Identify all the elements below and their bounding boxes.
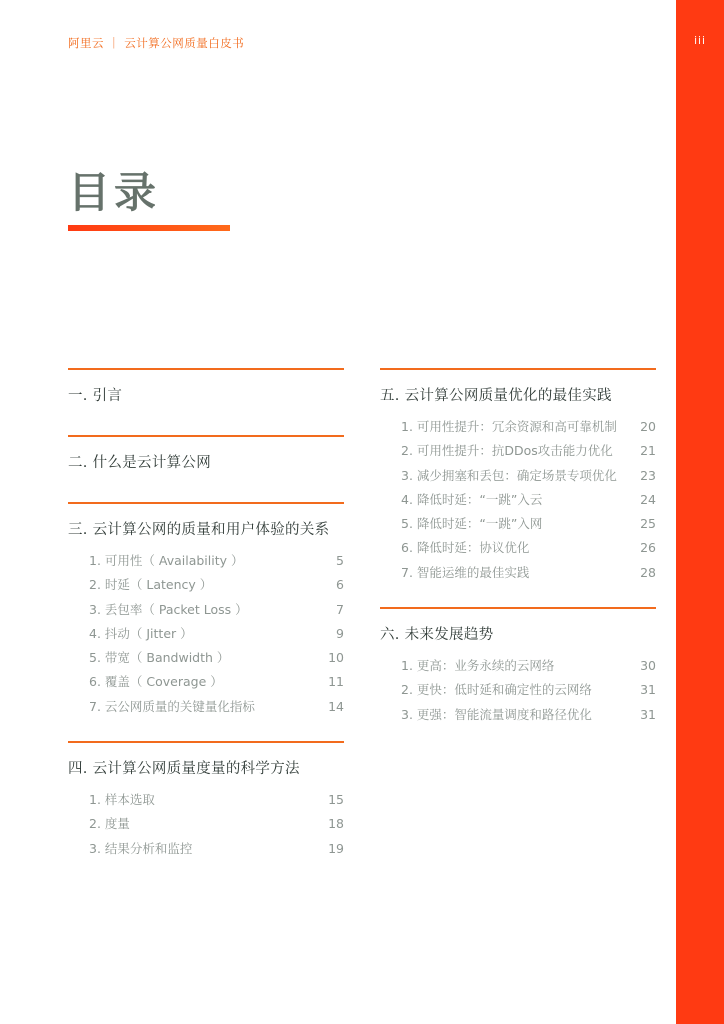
toc-item[interactable] (68, 575, 344, 599)
toc-item[interactable] (68, 551, 344, 575)
toc-item-label: 2. 更快：低时延和确定性的云网络 (401, 682, 592, 698)
section-divider (68, 741, 344, 743)
toc-item-label: 4. 降低时延：“一跳”入云 (401, 491, 543, 507)
toc-item-page: 7 (336, 601, 344, 617)
toc-item[interactable] (68, 672, 344, 696)
toc-item-page: 10 (328, 650, 344, 666)
toc-item[interactable] (68, 600, 344, 624)
toc-item[interactable] (380, 656, 656, 680)
toc-item-label: 3. 丢包率（ Packet Loss ） (89, 601, 248, 617)
toc-item-page: 9 (336, 625, 344, 641)
toc-item-page: 21 (640, 443, 656, 459)
toc-item-page: 6 (336, 577, 344, 593)
toc-item-page: 19 (328, 840, 344, 856)
toc-item[interactable] (380, 538, 656, 562)
toc-section-title[interactable]: 六. 未来发展趋势 (380, 627, 494, 644)
toc-item-label: 7. 云公网质量的关键量化指标 (89, 698, 255, 714)
toc-item[interactable] (380, 490, 656, 514)
toc-item-label: 2. 度量 (89, 816, 130, 832)
section-divider (68, 502, 344, 504)
toc-section (380, 368, 656, 587)
toc-item[interactable] (68, 648, 344, 672)
toc-item-page: 30 (640, 658, 656, 674)
toc-item-label: 1. 可用性（ Availability ） (89, 553, 244, 568)
toc-section-title[interactable]: 二. 什么是云计算公网 (68, 455, 212, 471)
toc-item-page: 14 (328, 698, 344, 714)
toc-item[interactable] (68, 814, 344, 838)
toc-section-title[interactable]: 五. 云计算公网质量优化的最佳实践 (380, 388, 612, 404)
title-underline (68, 225, 230, 231)
toc-item-label: 1. 样本选取 (89, 792, 155, 808)
toc-item-label: 7. 智能运维的最佳实践 (401, 564, 530, 580)
toc-item-label: 3. 减少拥塞和丢包：确定场景专项优化 (401, 467, 617, 483)
toc-section-title[interactable]: 一. 引言 (68, 388, 123, 404)
toc-item-page: 31 (640, 682, 656, 698)
toc-item-page: 18 (328, 816, 344, 832)
toc-section-title[interactable]: 四. 云计算公网质量度量的科学方法 (68, 761, 300, 778)
toc-item-page: 23 (640, 467, 656, 483)
page-number: iii (694, 35, 706, 47)
section-divider (68, 435, 344, 437)
toc-section (68, 502, 344, 721)
toc-item-page: 26 (640, 540, 656, 556)
toc-item[interactable] (380, 466, 656, 490)
page-title: 目录 (68, 168, 161, 217)
toc-item-label: 6. 覆盖（ Coverage ） (89, 674, 223, 690)
toc-item-page: 15 (328, 792, 344, 808)
toc-left-column (68, 368, 344, 883)
toc-item-label: 4. 抖动（ Jitter ） (89, 625, 193, 641)
toc-item[interactable] (380, 563, 656, 587)
toc-item-page: 20 (640, 419, 656, 434)
toc-item-label: 3. 结果分析和监控 (89, 840, 193, 856)
toc-section (68, 368, 344, 435)
toc-item-label: 1. 可用性提升：冗余资源和高可靠机制 (401, 419, 617, 434)
toc-item[interactable] (68, 839, 344, 863)
toc-item[interactable] (380, 705, 656, 729)
toc-item-page: 5 (336, 553, 344, 568)
toc-item-label: 5. 降低时延：“一跳”入网 (401, 516, 543, 532)
toc-item-page: 25 (640, 516, 656, 532)
section-divider (380, 607, 656, 609)
toc-item-label: 2. 时延（ Latency ） (89, 577, 213, 593)
toc-section (68, 741, 344, 863)
running-header: 阿里云 ｜ 云计算公网质量白皮书 (68, 36, 245, 50)
toc-item[interactable] (380, 417, 656, 441)
toc-item-label: 2. 可用性提升：抗DDos攻击能力优化 (401, 443, 613, 459)
section-divider (68, 368, 344, 370)
toc-section-title[interactable]: 三. 云计算公网的质量和用户体验的关系 (68, 522, 330, 538)
toc-right-column (380, 368, 656, 749)
toc-item-label: 5. 带宽（ Bandwidth ） (89, 650, 230, 666)
section-divider (380, 368, 656, 370)
toc-section (380, 607, 656, 729)
toc-item[interactable] (68, 790, 344, 814)
toc-item-label: 3. 更强：智能流量调度和路径优化 (401, 706, 592, 722)
toc-item[interactable] (68, 697, 344, 721)
toc-section (68, 435, 344, 502)
toc-item-page: 11 (328, 674, 344, 690)
toc-item[interactable] (68, 624, 344, 648)
toc-item-label: 6. 降低时延：协议优化 (401, 540, 530, 556)
toc-item-page: 24 (640, 491, 656, 507)
toc-item[interactable] (380, 441, 656, 465)
toc-item-page: 31 (640, 706, 656, 722)
toc-item-label: 1. 更高：业务永续的云网络 (401, 658, 555, 674)
toc-item[interactable] (380, 680, 656, 704)
side-accent-bar (676, 0, 724, 1024)
toc-item-page: 28 (640, 564, 656, 580)
toc-item[interactable] (380, 514, 656, 538)
